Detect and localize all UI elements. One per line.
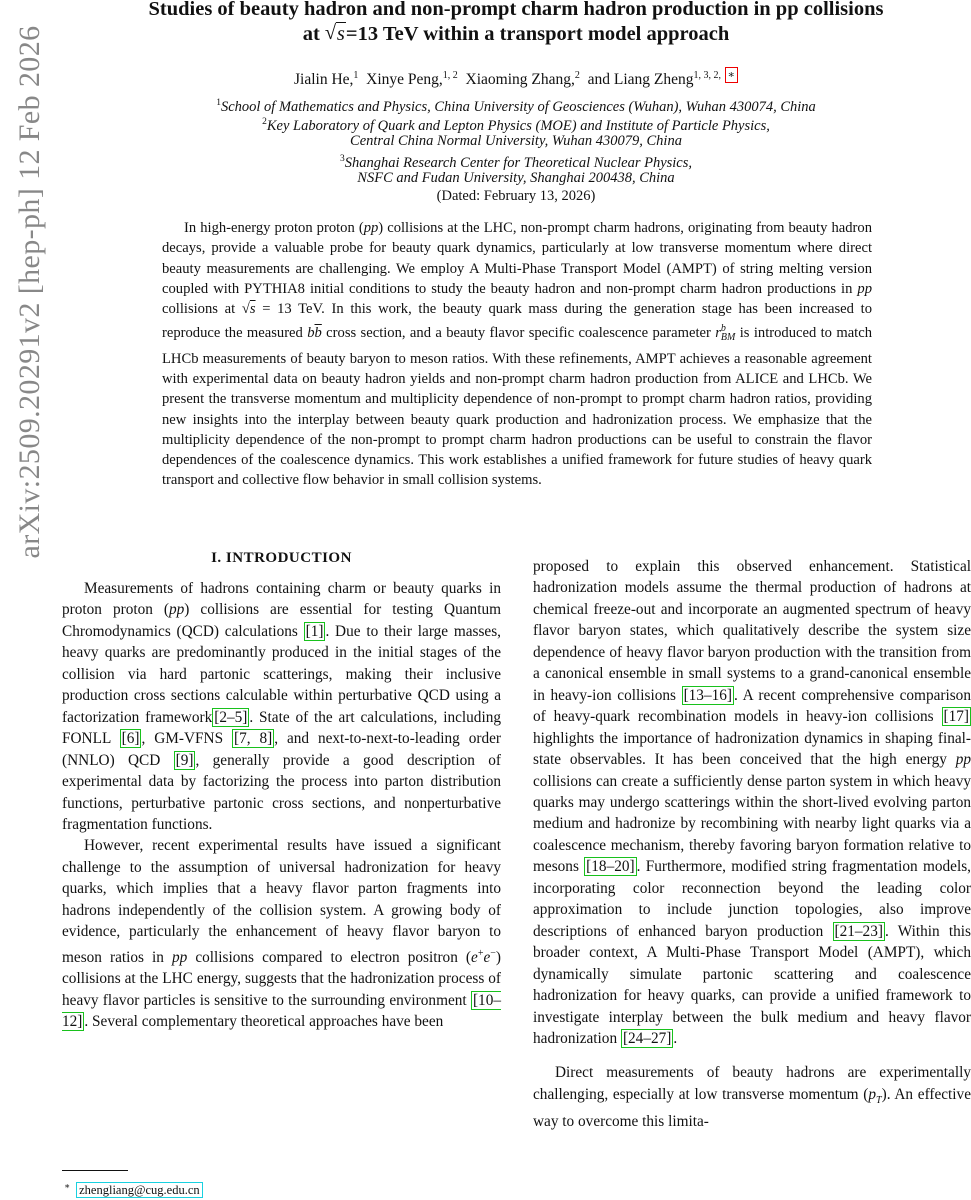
- corresponding-author-link[interactable]: ∗: [725, 67, 738, 83]
- left-column: Measurements of hadrons containing charm or beauty quarks in proton proton (pp) collisions are essential for testing Quantum Chromodynamics (QCD) calculations [1] . Due to their large masses, heavy quarks are predominantly produced in the initial stages of the collision via hard partonic scatterings, making their inclusive production cross sections calculable within perturbative QCD using a factorization framework [2–5] . State of the art calculations, including FONLL [6] , GM-VFNS [7, 8] , and next-to-next-to-leading order (NNLO) QCD [9] , generally provide a good description of experimental data by factorizing the process into parton distribution functions, perturbative partonic cross sections, and nonperturbative fragmentation functions. However, recent experimental results have issued a significant challenge to the assumption of universal hadronization for heavy quarks, which implies that a heavy flavor parton fragments into hadrons independently of the collision system. A growing body of evidence, particularly the enhancement of heavy flavor baryon to meson ratios in pp collisions compared to electron positron (e+e−) collisions at the LHC energy, suggests that the hadronization process of heavy flavor particles is sensitive to the surrounding environment [10–12] . Several complementary theoretical approaches have been: [62, 580, 502, 1031]
- affiliation-3-cont: NSFC and Fudan University, Shanghai 200438, China: [357, 170, 675, 186]
- affiliation-1: $^1$School of Mathematics and Physics, China University of Geosciences (Wuhan), Wuhan 430074, China: [216, 98, 816, 115]
- author-list: Jialin He,$^1$ Xinye Peng,$^{1, 2}$ Xiaoming Zhang,$^2$ and Liang Zheng$^{1, 3, 2,}$ ∗: [60, 66, 971, 90]
- citation-link[interactable]: [7, 8]: [233, 730, 273, 748]
- title-line-2: at √ s=13 TeV within a transport model approach: [60, 22, 971, 47]
- section-heading: I. INTRODUCTION: [211, 550, 352, 566]
- citation-link[interactable]: [9]: [175, 751, 194, 769]
- citation-link[interactable]: [6]: [121, 730, 140, 748]
- footnote: ∗ zhengliang@cug.edu.cn: [64, 1178, 203, 1198]
- author: Xiaoming Zhang,: [465, 71, 575, 89]
- citation-link[interactable]: [1]: [305, 622, 324, 640]
- affiliation-2-cont: Central China Normal University, Wuhan 430079, China: [350, 133, 682, 149]
- author: and Liang Zheng: [587, 71, 694, 89]
- sqrt-symbol: √ s: [325, 22, 346, 47]
- footnote-rule: [62, 1170, 128, 1171]
- citation-link[interactable]: [17]: [943, 708, 969, 726]
- citation-link[interactable]: [10–12]: [62, 991, 501, 1031]
- citation-link[interactable]: [13–16]: [683, 686, 732, 704]
- citation-link[interactable]: [2–5]: [214, 708, 248, 726]
- author: Jialin He,: [293, 71, 354, 89]
- citation-link[interactable]: [18–20]: [586, 858, 635, 876]
- abstract: In high-energy proton proton (pp) collisions at the LHC, non-prompt charm hadrons, originating from beauty hadron decays, provide a valuable probe for beauty quark dynamics, particularly at low transverse momentum where direct beauty measurements are challenging. We employ A Multi-Phase Transport Model (AMPT) of string melting version coupled with PYTHIA8 initial conditions to study the beauty hadron and non-prompt charm hadron productions in pp collisions at √s = 13 TeV. In this work, the beauty quark mass during the generation stage has been increased to reproduce the measured $b\overline{b}$ cross section, and a beauty flavor specific coalescence parameter $r^b_{BM}$ is introduced to match LHCb measurements of beauty baryon to meson ratios. With these refinements, AMPT achieves a reasonable agreement with experimental data on beauty hadron yields and non-prompt charm hadron production from ALICE and LHCb. We present the transverse momentum and multiplicity dependence of non-prompt to prompt charm hadron ratios, providing new insights into the interplay between beauty quark production and hadronization process. We emphasize that the multiplicity dependence of the non-prompt to prompt charm hadron productions can be useful to constrain the flavor dependences of the coalescence dynamics. This work establishes a unified framework for future studies of heavy quark transport and collective flow behavior in small collision systems.: [162, 220, 873, 489]
- arxiv-side-label: arXiv:2509.20291v2 [hep-ph] 12 Feb 2026: [13, 25, 46, 559]
- citation-link[interactable]: [21–23]: [834, 922, 883, 940]
- citation-link[interactable]: [24–27]: [622, 1029, 672, 1047]
- right-column: proposed to explain this observed enhancement. Statistical hadronization models assume the thermal production of hadrons at chemical freeze-out and incorporate an augmented spectrum of heavy flavor baryon states, which qualitatively describe the system size dependence of heavy flavor baryon production with the transition from a canonical ensemble in small systems to a grand-canonical ensemble in heavy-ion collisions [13–16] . A recent comprehensive comparison of heavy-quark recombination models in heavy-ion collisions [17] highlights the importance of hadronization dynamics in shaping final-state observables. It has been conceived that the high energy pp collisions can create a sufficiently dense parton system in which heavy quarks may undergo scatterings within the short-lived evolving parton medium and hadronize by recombining with nearby light quarks via a coalescence mechanism, thereby favoring baryon formation relative to mesons [18–20] . Furthermore, modified string fragmentation models, incorporating color reconnection beyond the leading color approximation to include junction topologies, also improve descriptions of enhanced baryon production [21–23] . Within this broader context, A Multi-Phase Transport Model (AMPT), which dynamically simulate partonic scattering and coalescence hadronization for heavy quarks, can provide a unified framework to investigate interplay between the bulk medium and heavy flavor hadronization [24–27] . Direct measurements of beauty hadrons are experimentally challenging, especially at low transverse momentum $(p_T)$. An effective way to overcome this limita-: [533, 558, 971, 1131]
- affiliation-3: $^3$Shanghai Research Center for Theoretical Nuclear Physics,: [339, 154, 693, 171]
- paper-title: [60, 0, 971, 47]
- affiliation-2: $^2$Key Laboratory of Quark and Lepton Physics (MOE) and Institute of Particle Physics,: [262, 117, 770, 134]
- email-link[interactable]: zhengliang@cug.edu.cn: [76, 1182, 203, 1198]
- date-line: (Dated: February 13, 2026): [436, 188, 596, 204]
- author: Xinye Peng,: [366, 71, 443, 89]
- title-line-1: Studies of beauty hadron and non-prompt charm hadron production in pp collisions: [148, 0, 884, 20]
